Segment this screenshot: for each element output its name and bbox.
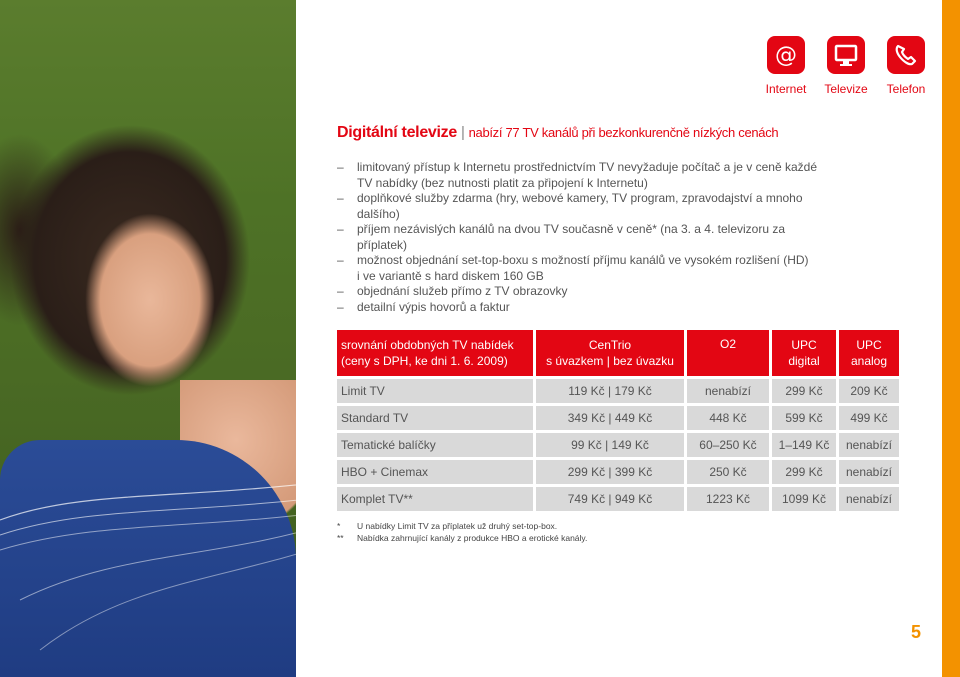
list-item: – detailní výpis hovorů a faktur <box>337 299 510 314</box>
svg-text:@: @ <box>775 43 797 68</box>
header-comparison: srovnání obdobných TV nabídek (ceny s DPH, ke dni 1. 6. 2009) <box>337 330 533 376</box>
heading-separator: | <box>460 124 465 141</box>
header-centrio: CenTrio s úvazkem | bez úvazku <box>536 330 684 376</box>
phone-icon <box>887 36 925 74</box>
list-item: – limitovaný přístup k Internetu prostřednictvím TV nevyžaduje počítač a je v ceně každé TV nabídky (bez nutnosti platit za připojení k Internetu) <box>337 160 818 190</box>
at-icon <box>767 36 805 74</box>
service-televize-label: Televize <box>824 82 868 96</box>
price-comparison-table <box>334 327 902 514</box>
service-internet[interactable] <box>764 36 808 96</box>
table-row: Standard TV 349 Kč | 449 Kč 448 Kč 599 Kč 499 Kč <box>337 406 899 430</box>
list-item: – objednání služeb přímo z TV obrazovky <box>337 284 568 298</box>
heading-title: Digitální televize <box>337 124 457 141</box>
header-upc-analog: UPC analog <box>839 330 899 376</box>
tv-icon <box>827 36 865 74</box>
table-row: Tematické balíčky 99 Kč | 149 Kč 60–250 Kč 1–149 Kč nenabízí <box>337 433 899 457</box>
feature-list <box>337 160 837 315</box>
list-item: – doplňkové služby zdarma (hry, webové kamery, TV program, zpravodajství a mnoho dalšího) <box>337 191 803 221</box>
orange-edge-stripe <box>942 0 960 677</box>
service-telefon[interactable] <box>884 36 928 96</box>
service-televize[interactable] <box>824 36 868 96</box>
footnote: ** Nabídka zahrnující kanály z produkce HBO a erotické kanály. <box>337 533 588 543</box>
decorative-lines <box>0 460 296 677</box>
hero-photo <box>0 0 296 677</box>
header-upc-digital: UPC digital <box>772 330 836 376</box>
page-number: 5 <box>911 622 922 642</box>
list-item: – příjem nezávislých kanálů na dvou TV současně v ceně* (na 3. a 4. televizoru za příplatek) <box>337 222 786 252</box>
footnote: * U nabídky Limit TV za příplatek už druhý set-top-box. <box>337 521 558 531</box>
list-item: – možnost objednání set-top-boxu s možností příjmu kanálů ve vysokém rozlišení (HD) i ve variantě s hard diskem 160 GB <box>337 253 809 283</box>
service-icons <box>764 36 928 100</box>
table-row: Limit TV 119 Kč | 179 Kč nenabízí 299 Kč 209 Kč <box>337 379 899 403</box>
service-internet-label: Internet <box>765 82 807 96</box>
header-o2: O2 <box>687 330 769 376</box>
service-telefon-label: Telefon <box>886 82 926 96</box>
footnotes <box>337 520 587 544</box>
table-row: Komplet TV** 749 Kč | 949 Kč 1223 Kč 1099 Kč nenabízí <box>337 487 899 511</box>
section-heading <box>337 124 778 142</box>
table-header-row <box>337 330 899 376</box>
heading-subtitle: nabízí 77 TV kanálů při bezkonkurenčně nízkých cenách <box>468 125 779 140</box>
table-row: HBO + Cinemax 299 Kč | 399 Kč 250 Kč 299 Kč nenabízí <box>337 460 899 484</box>
